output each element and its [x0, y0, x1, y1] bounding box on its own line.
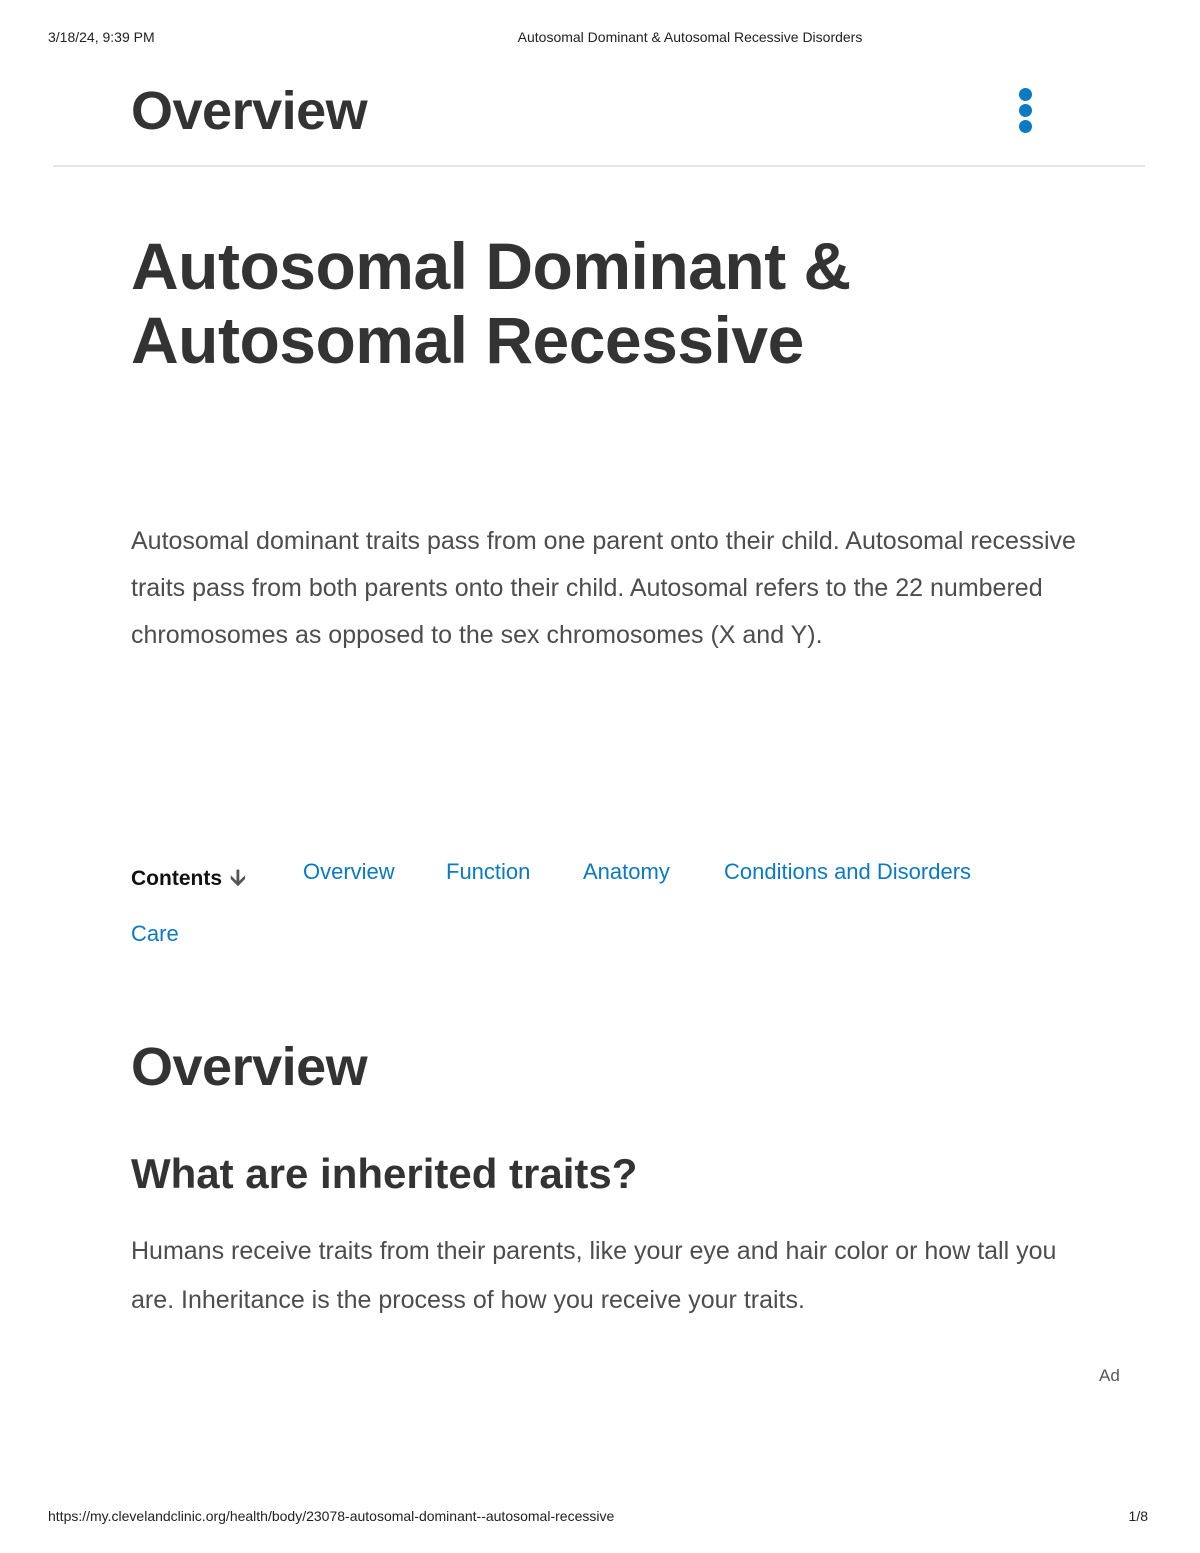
toc-link-overview[interactable]: Overview	[303, 859, 395, 884]
print-datetime: 3/18/24, 9:39 PM	[48, 29, 155, 45]
print-header	[0, 29, 1200, 47]
sticky-section-title: Overview	[131, 81, 368, 141]
contents-label	[131, 861, 246, 899]
toc-link-conditions-and-disorders[interactable]: Conditions and Disorders	[724, 859, 972, 884]
toc-link-care[interactable]: Care	[131, 921, 179, 946]
toc-link-function[interactable]: Function	[446, 859, 531, 884]
menu-dot	[1019, 120, 1032, 133]
toc-link-anatomy[interactable]: Anatomy	[583, 859, 670, 884]
section-heading-overview: Overview	[131, 1037, 368, 1097]
arrow-down-icon: 🡫	[230, 865, 246, 890]
subheading-inherited-traits: What are inherited traits?	[131, 1150, 638, 1197]
ad-label: Ad	[1099, 1366, 1120, 1385]
inherited-traits-paragraph: Humans receive traits from their parents, like your eye and hair color or how tall you are. Inheritance is the process of how you receive your traits.	[131, 1237, 1057, 1314]
menu-dot	[1019, 104, 1032, 117]
table-of-contents	[131, 855, 1071, 965]
print-footer	[0, 1508, 1200, 1526]
header-divider	[53, 165, 1145, 167]
print-url: https://my.clevelandclinic.org/health/body/23078-autosomal-dominant--autosomal-recessive	[48, 1508, 615, 1524]
print-document-title: Autosomal Dominant & Autosomal Recessive Disorders	[517, 29, 863, 45]
intro-paragraph: Autosomal dominant traits pass from one parent onto their child. Autosomal recessive traits pass from both parents onto their child. Autosomal refers to the 22 numbered chromosomes as opposed to the sex chromosomes (X and Y).	[131, 527, 1076, 649]
page-title: Autosomal Dominant & Autosomal Recessive	[131, 229, 851, 377]
menu-dot	[1019, 88, 1032, 101]
kebab-menu-icon[interactable]	[1014, 86, 1038, 136]
print-page-number: 1/8	[1128, 1508, 1148, 1524]
contents-label-text: Contents	[131, 867, 222, 890]
